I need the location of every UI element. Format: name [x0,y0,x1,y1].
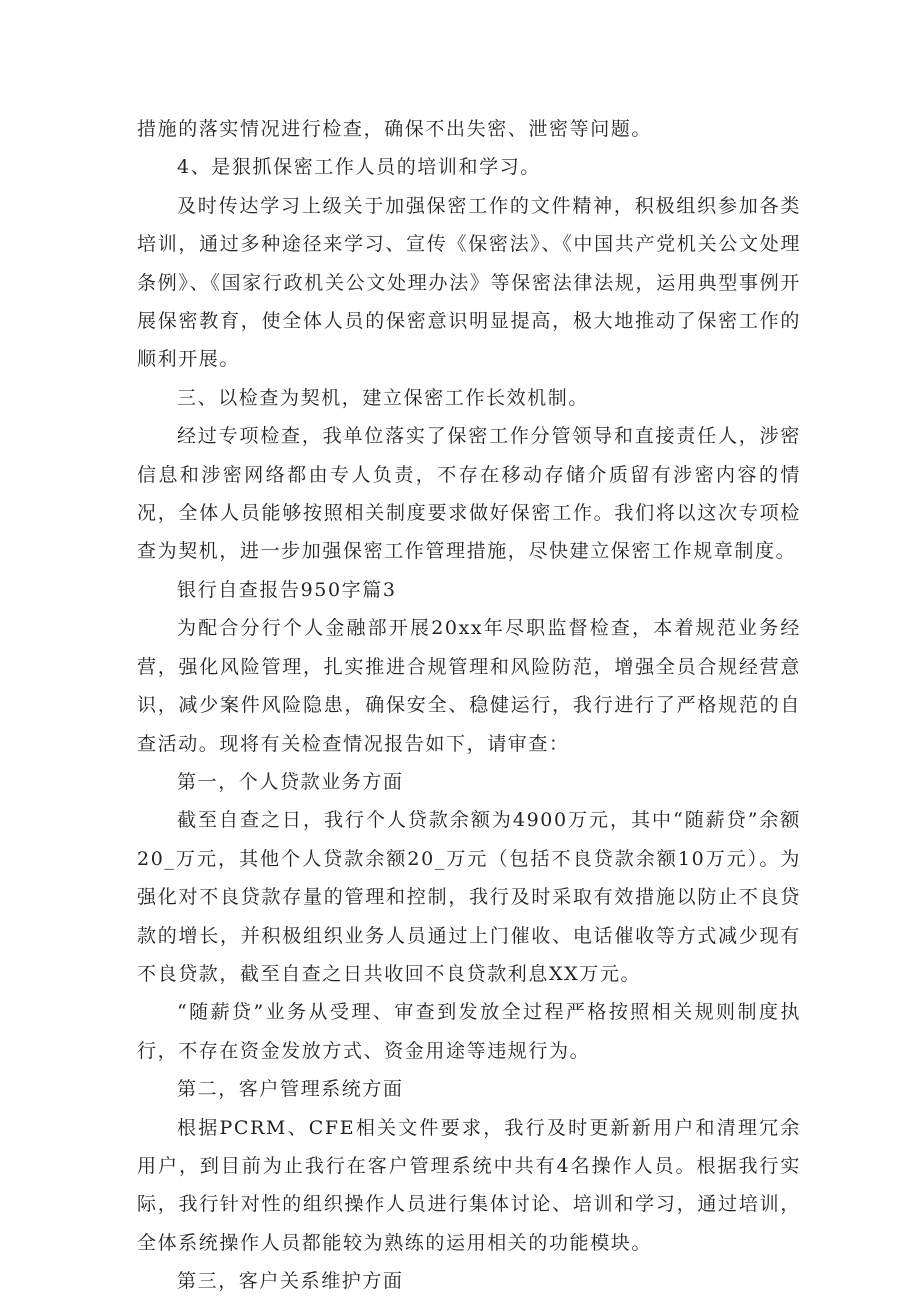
paragraph-continuation: 措施的落实情况进行检查，确保不出失密、泄密等问题。 [137,118,653,140]
paragraph-report-intro: 为配合分行个人金融部开展20xx年尽职监督检查，本着规范业务经营，强化风险管理，扎实推进合规管理和风险防范，增强全员合规经营意识，减少案件风险隐患，确保安全、稳健运行，我行进行了严格规范的自查活动。现将有关检查情况报告如下，请审查： [137,617,801,755]
paragraph-training: 及时传达学习上级关于加强保密工作的文件精神，积极组织参加各类培训，通过多种途径来学习、宣传《保密法》、《中国共产党机关公文处理条例》、《国家行政机关公文处理办法》等保密法律法规，运用典型事例开展保密教育，使全体人员的保密意识明显提高，极大地推动了保密工作的顺利开展。 [137,194,801,371]
document-body [137,110,801,1301]
paragraph-salary-loan: “随薪贷”业务从受理、审查到发放全过程严格按照相关规则制度执行，不存在资金发放方式、资金用途等违规行为。 [137,1001,801,1062]
section-heading-mechanism: 三、以检查为契机，建立保密工作长效机制。 [177,386,590,409]
report-title: 银行自查报告950字篇3 [177,578,397,601]
section-heading-personal-loans: 第一，个人贷款业务方面 [177,770,404,793]
paragraph-mechanism: 经过专项检查，我单位落实了保密工作分管领导和直接责任人，涉密信息和涉密网络都由专人负责，不存在移动存储介质留有涉密内容的情况，全体人员能够按照相关制度要求做好保密工作。我们将以这次专项检查为契机，进一步加强保密工作管理措施，尽快建立保密工作规章制度。 [137,425,801,563]
section-heading-customer-relations: 第三，客户关系维护方面 [177,1270,404,1293]
paragraph-personal-loans: 截至自查之日，我行个人贷款余额为4900万元，其中“随薪贷”余额20_万元，其他个人贷款余额20_万元（包括不良贷款余额10万元）。为强化对不良贷款存量的管理和控制，我行及时采取有效措施以防止不良贷款的增长，并积极组织业务人员通过上门催收、电话催收等方式减少现有不良贷款，截至自查之日共收回不良贷款利息XX万元。 [137,809,801,985]
paragraph-customer-system: 根据PCRM、CFE相关文件要求，我行及时更新新用户和清理冗余用户，到目前为止我行在客户管理系统中共有4名操作人员。根据我行实际，我行针对性的组织操作人员进行集体讨论、培训和学习，通过培训，全体系统操作人员都能较为熟练的运用相关的功能模块。 [137,1116,801,1254]
item-heading-training: 4、是狠抓保密工作人员的培训和学习。 [177,156,541,179]
section-heading-customer-system: 第二，客户管理系统方面 [177,1078,404,1101]
